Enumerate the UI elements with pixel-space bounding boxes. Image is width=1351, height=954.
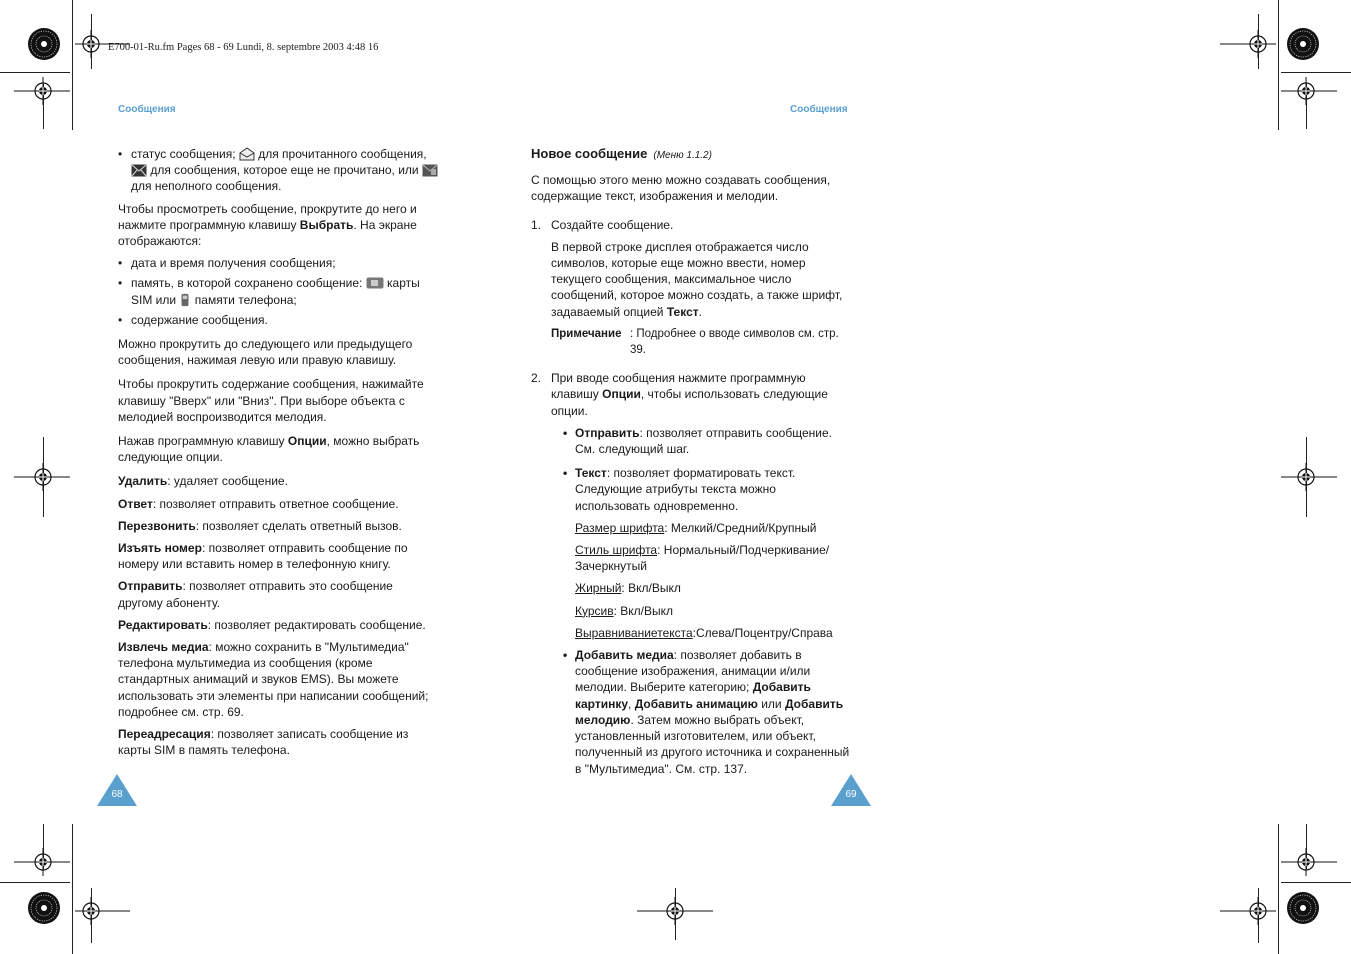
bullet-memory: • память, в которой сохранено сообщение: карты SIM или памяти телефона; xyxy=(118,276,420,307)
page-number-left: 68 xyxy=(111,789,123,800)
option-callback: Перезвонить: позволяет сделать ответный вызов. xyxy=(118,518,402,533)
option-extract-media: Извлечь медиа: можно сохранить в "Мультимедиа" телефона мультимедиа из сообщения (кроме стандартных анимаций и звуков EMS). Вы можете использовать эти элементы при написании сообщений; подробнее см. стр. 69. xyxy=(118,640,429,719)
attr-italic: Курсив: Вкл/Выкл xyxy=(575,603,674,618)
file-info: E700-01-Ru.fm Pages 68 - 69 Lundi, 8. septembre 2003 4:48 16 xyxy=(108,42,379,53)
page-number-right: 69 xyxy=(845,789,857,800)
unread-envelope-icon xyxy=(131,163,147,177)
page-heading: Новое сообщение (Меню 1.1.2) xyxy=(531,146,712,161)
paragraph-options: Нажав программную клавишу Опции, можно выбрать следующие опции. xyxy=(118,434,420,465)
sim-card-icon xyxy=(366,276,384,290)
paragraph-scroll-content: Чтобы прокрутить содержание сообщения, нажимайте клавишу "Вверх" или "Вниз". При выборе объекта с мелодией воспроизводится мелодия. xyxy=(118,377,424,424)
step-1-detail: В первой строке дисплея отображается число символов, которые еще можно ввести, номер текущего сообщения, максимальное число сообщений, которое можно создать, а также шрифт, задаваемый опцией Текст. xyxy=(551,239,843,319)
option-redirect: Переадресация: позволяет записать сообщение из карты SIM в память телефона. xyxy=(118,727,409,758)
attr-font-size: Размер шрифта: Мелкий/Средний/Крупный xyxy=(575,520,817,535)
option-forward: Отправить: позволяет отправить это сообщение другому абоненту. xyxy=(118,579,393,610)
paragraph-view: Чтобы просмотреть сообщение, прокрутите до него и нажмите программную клавишу Выбрать. На экране отображаются: xyxy=(118,201,417,249)
incomplete-message-icon xyxy=(422,163,438,177)
attr-font-style: Стиль шрифта: Нормальный/Подчеркивание/ Зачеркнутый xyxy=(575,543,830,574)
note: Примечание : Подробнее о вводе символов см. стр. 39. xyxy=(551,327,839,357)
step-2: 2. При вводе сообщения нажмите программную клавишу Опции, чтобы использовать следующие опции. xyxy=(531,371,828,418)
bullet-date: • дата и время получения сообщения; xyxy=(118,256,336,271)
attr-bold: Жирный: Вкл/Выкл xyxy=(575,581,681,596)
paragraph-scroll: Можно прокрутить до следующего или предыдущего сообщения, нажимая левую или правую клавишу. xyxy=(118,337,413,368)
sub-option-send: • Отправить: позволяет отправить сообщение. См. следующий шаг. xyxy=(563,425,832,457)
option-edit: Редактировать: позволяет редактировать сообщение. xyxy=(118,617,426,632)
phone-memory-icon xyxy=(179,293,191,307)
left-column xyxy=(118,146,438,765)
section-title-right: Сообщения xyxy=(790,104,848,115)
read-envelope-icon xyxy=(239,147,255,161)
right-column xyxy=(531,146,853,783)
sub-option-text: • Текст: позволяет форматировать текст. Следующие атрибуты текста можно использовать одновременно. xyxy=(563,466,796,513)
bullet-content: • содержание сообщения. xyxy=(118,312,268,327)
step-1: 1. Создайте сообщение. xyxy=(531,217,674,232)
sub-option-add-media: • Добавить медиа: позволяет добавить в сообщение изображения, анимации и/или мелодии. Выберите категорию; Добавить картинку, Добавить анимацию или Добавить мелодию. Затем можно выбрать объект, установленный изготовителем, или объект, полученный из другого источника и сохраненный в "Мультимедиа". См. стр. 137. xyxy=(563,648,850,776)
option-extract-number: Изъять номер: позволяет отправить сообщение по номеру или вставить номер в телефонную книгу. xyxy=(118,541,408,572)
intro-text: С помощью этого меню можно создавать сообщения, содержащие текст, изображения и мелодии. xyxy=(531,173,831,204)
attr-alignment: Выравниваниетекста:Слева/Поцентру/Справа xyxy=(575,625,833,640)
status-bullet: • статус сообщения; для прочитанного сообщения, для сообщения, которое еще не прочитано, или для неполного сообщения. xyxy=(118,146,438,195)
option-reply: Ответ: позволяет отправить ответное сообщение. xyxy=(118,496,399,511)
option-delete: Удалить: удаляет сообщение. xyxy=(118,474,288,489)
section-title-left: Сообщения xyxy=(118,104,176,115)
